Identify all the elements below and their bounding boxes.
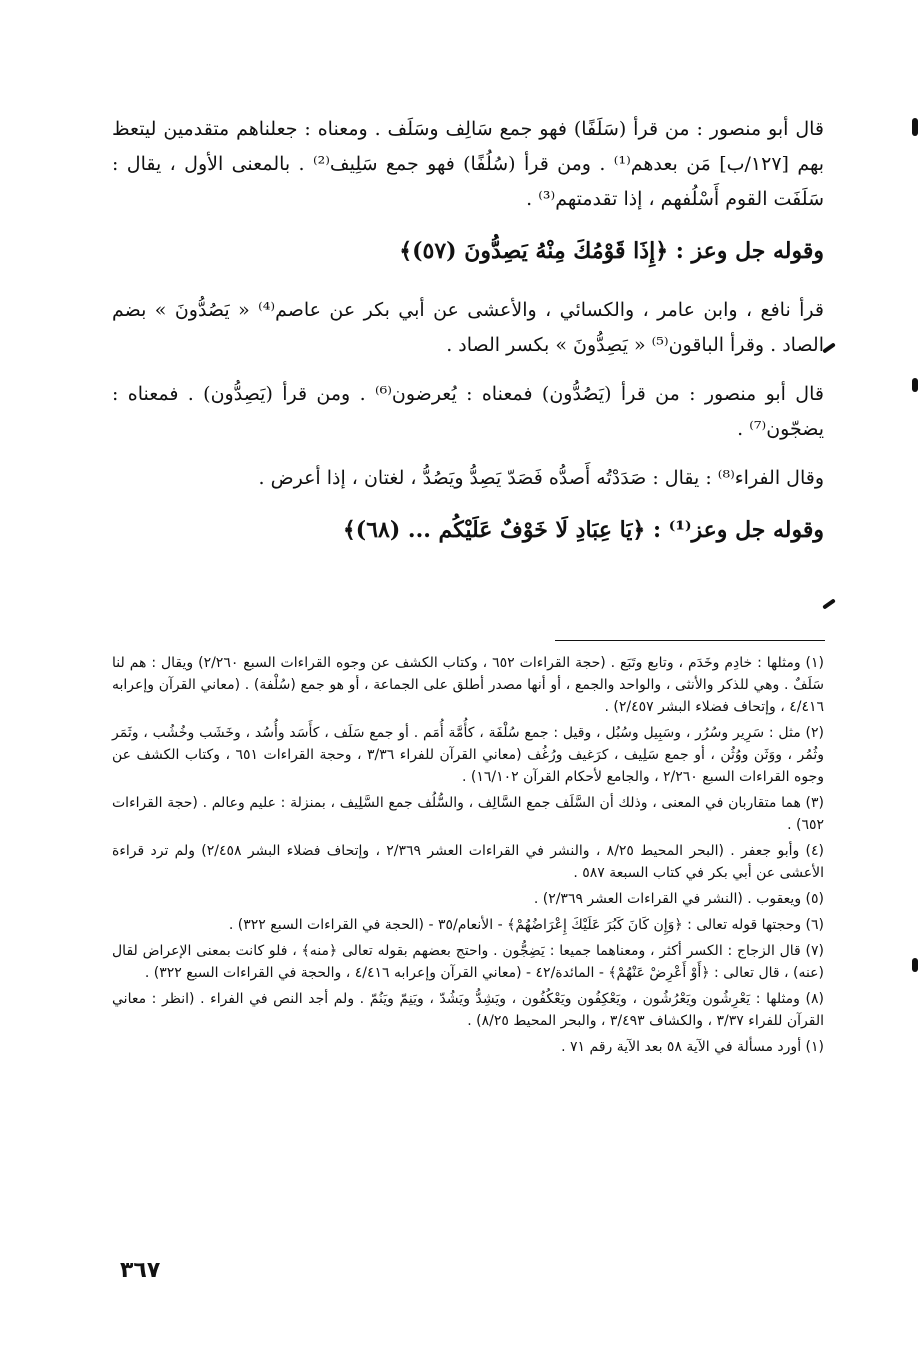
paragraph-1: قال أبو منصور : من قرأ (سَلَفًا) فهو جمع سَالِف وسَلَف . ومعناه : جعلناهم متقدمين ليتعظ بهم [١٢٧/ب] مَن بعدهم⁽¹⁾ . ومن قرأ (سُلُفًا) فهو جمع سَلِيف⁽²⁾ . بالمعنى الأول ، يقال : سَلَفَت القوم أَسْلُفهم ، إذا تقدمتهم⁽³⁾ . bbox=[112, 118, 825, 210]
footnote: (٧) قال الزجاج : الكسر أكثر ، ومعناهما جميعا : يَضِجُّون . واحتج بعضهم بقوله تعالى ﴿منه﴾ ، فلو كانت بمعنى الإعراض لقال (عنه) ، قال تعالى : ﴿أَوْ أَعْرِضْ عَنْهُمْ﴾ - المائدة/٤٢ - (معاني القرآن وإعرابه ٤/٤١٦ ، والحجة في القراءات السبع ٣٢٢) . bbox=[112, 943, 824, 981]
margin-mark bbox=[912, 118, 918, 136]
footnote: (١) ومثلها : خادِم وخَدَم ، وتابع وتَبَع . (حجة القراءات ٦٥٢ ، وكتاب الكشف عن وجوه القراءات السبع ٢/٢٦٠) ويقال : هم لنا سَلَفٌ . وهي للذكر والأنثى ، والواحد والجمع ، أو أنها مصدر أطلق على الجماعة ، أو هو جمع (سُلْفة) . (معاني القرآن وإعرابه ٤/٤١٦ ، وإتحاف فضلاء البشر ٢/٤٥٧) . bbox=[112, 655, 824, 715]
footnotes bbox=[112, 652, 824, 1062]
pen-mark bbox=[822, 598, 836, 609]
margin-mark bbox=[912, 378, 918, 392]
footnote: (٨) ومثلها : يَعْرِشُون ويَعْرُشُون ، ويَعْكِفُون ويَعْكُفُون ، ويَشِدُّ ويَشُدّ ، ويَنِمّ ويَنُمّ . ولم أجد النص في الفراء . (انظر : معاني القرآن للفراء ٣/٣٧ ، والكشاف ٣/٤٩٣ ، والبحر المحيط ٨/٢٥) . bbox=[112, 991, 824, 1029]
paragraph-3: قال أبو منصور : من قرأ (يَصُدُّون) فمعناه : يُعرضون⁽⁶⁾ . ومن قرأ (يَصِدُّون) . فمعناه : يضجّون⁽⁷⁾ . bbox=[112, 383, 824, 440]
margin-mark bbox=[912, 958, 918, 972]
main-text bbox=[112, 112, 824, 572]
paragraph-2: قرأ نافع ، وابن عامر ، والكسائي ، والأعشى عن أبي بكر عن عاصم⁽⁴⁾ « يَصُدُّونَ » بضم الصاد . وقرأ الباقون⁽⁵⁾ « يَصِدُّونَ » بكسر الصاد . bbox=[112, 299, 824, 356]
verse-2: وقوله جل وعز⁽¹⁾ : ﴿يَا عِبَادِ لَا خَوْفٌ عَلَيْكُم ... (٦٨)﴾ bbox=[342, 517, 824, 543]
footnote: (١) أورد مسألة في الآية ٥٨ بعد الآية رقم ٧١ . bbox=[561, 1039, 824, 1055]
footnote: (٤) وأبو جعفر . (البحر المحيط ٨/٢٥ ، والنشر في القراءات العشر ٢/٣٦٩ ، وإتحاف فضلاء البشر ٢/٤٥٨) ولم ترد قراءة الأعشى عن أبي بكر في كتاب السبعة ٥٨٧ . bbox=[112, 843, 825, 881]
page-number: ٣٦٧ bbox=[120, 1258, 161, 1283]
footnote: (٢) مثل : سَرِير وسُرُر ، وسَبِيل وسُبُل ، وقيل : جمع سُلْفَة ، كأُمَّة أُمَم . أو جمع سَلَف ، كأَسَد وأُسُد ، وخَشَب وخُشُب ، وثَمَر وثُمُر ، ووَثَن ووُثُن ، أو جمع سَلِيف ، كرَغيف ورُغُف (معاني القرآن للفراء ٣/٣٦ ، وحجة القراءات ٦٥١ ، وكتاب الكشف عن وجوه القراءات السبع ٢/٢٦٠ ، والجامع لأحكام القرآن ١٦/١٠٢) . bbox=[112, 725, 824, 785]
footnote: (٥) ويعقوب . (النشر في القراءات العشر ٢/٣٦٩) . bbox=[533, 891, 824, 907]
paragraph-4: وقال الفراء⁽⁸⁾ : يقال : صَدَدْتُه أَصدُّه فَصَدّ يَصِدُّ ويَصُدُّ ، لغتان ، إذا أعرض . bbox=[258, 467, 824, 489]
verse-1: وقوله جل وعز : ﴿إِذَا قَوْمُكَ مِنْهُ يَصِدُّونَ (٥٧)﴾ bbox=[399, 238, 824, 264]
footnote: (٦) وحجتها قوله تعالى : ﴿وَإِن كَانَ كَبُرَ عَلَيْكَ إِعْرَاضُهُمْ﴾ - الأنعام/٣٥ - (الحجة في القراءات السبع ٣٢٢) . bbox=[228, 917, 824, 933]
footnote: (٣) هما متقاربان في المعنى ، وذلك أن السَّلَف جمع السَّالِف ، والسُّلُف جمع السَّلِيف ، بمنزلة : عليم وعالم . (حجة القراءات ٦٥٢) . bbox=[112, 795, 824, 833]
footnote-divider bbox=[555, 640, 825, 641]
pen-mark bbox=[822, 342, 836, 353]
